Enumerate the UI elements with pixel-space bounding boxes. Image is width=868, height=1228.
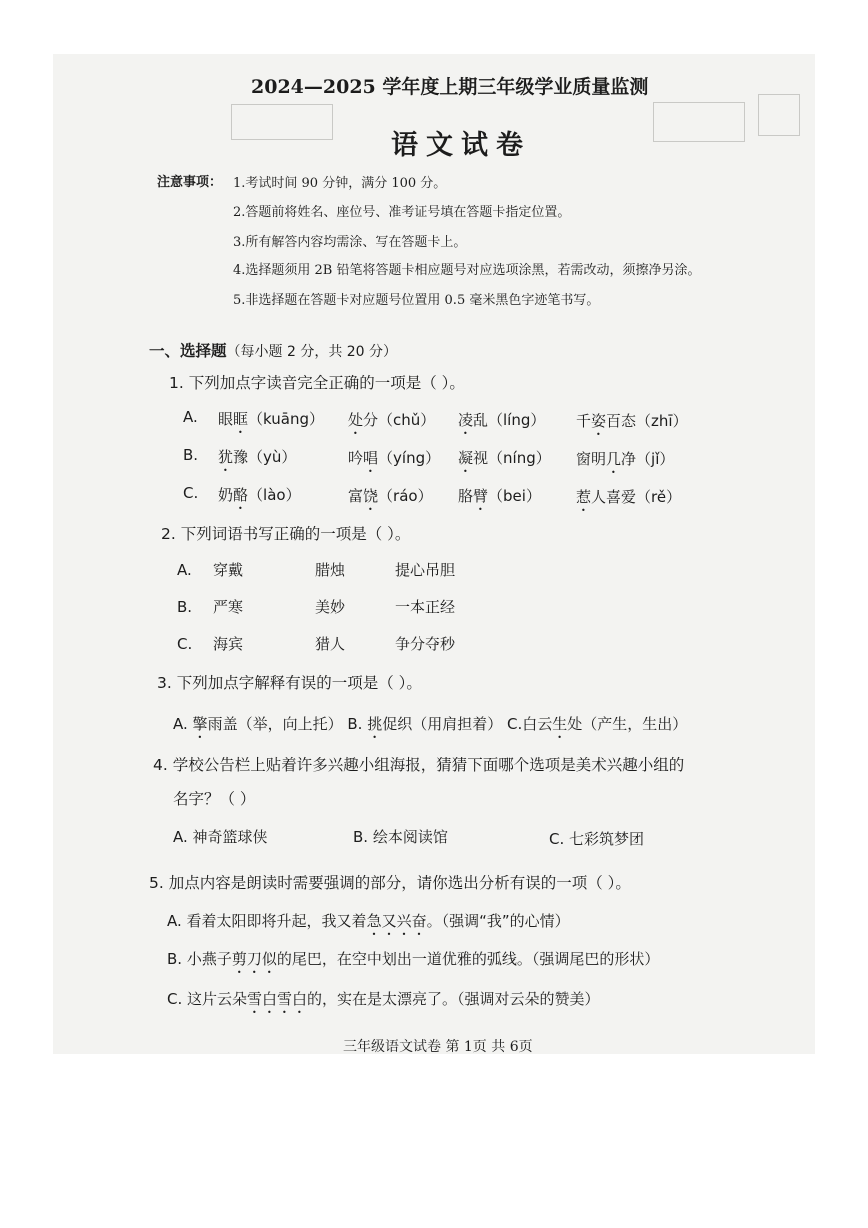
dotted-char: 唱 [363, 448, 379, 467]
dotted-char: 姿 [591, 411, 607, 430]
q5-option-label: C. [167, 990, 188, 1008]
q5-option-label: A. [167, 912, 187, 930]
q3-option-b-label: B. [347, 715, 363, 733]
q2-option-word: 提心吊胆 [395, 561, 456, 579]
bleed-box [231, 104, 333, 140]
question-2-stem: 2. 下列词语书写正确的一项是（ ）。 [161, 525, 411, 543]
word-prefix: 眼 [218, 410, 234, 428]
word-suffix-pinyin: 视（níng） [473, 449, 551, 468]
q1-option-item [576, 488, 681, 515]
q1-option-item [218, 410, 324, 437]
q3-option-c-pre: 白云 [522, 715, 553, 733]
dotted-char: 凝 [458, 449, 474, 468]
q2-option-word: 争分夺秒 [395, 635, 456, 653]
question-4-option-b [353, 830, 448, 845]
word-prefix: 富 [348, 486, 364, 505]
bleed-box [758, 94, 800, 136]
word-suffix-pinyin: （yíng） [378, 448, 441, 467]
q5-option-dotted: 急又兴奋 [366, 912, 427, 930]
word-suffix-pinyin: 人喜爱（rě） [591, 487, 682, 506]
dotted-char: 惹 [576, 487, 592, 506]
q3-option-a-dotted: 擎 [192, 715, 208, 733]
q1-option-label: B. [183, 446, 199, 464]
q2-option-word: 海宾 [213, 635, 244, 653]
word-prefix: 奶 [218, 486, 234, 504]
q3-option-a-rest: 雨盖（举，向上托） [207, 715, 343, 733]
dotted-char: 犹 [218, 448, 234, 466]
q2-option-word: 穿戴 [213, 561, 244, 579]
notice-item: 2.答题前将姓名、座位号、准考证号填在答题卡指定位置。 [233, 205, 571, 220]
bleed-box [653, 102, 745, 142]
q1-option-item [458, 449, 551, 476]
question-5-stem: 5. 加点内容是朗读时需要强调的部分，请你选出分析有误的一项（ ）。 [149, 874, 631, 892]
q2-option-word: 猎人 [315, 635, 346, 653]
notice-label: 注意事项： [157, 175, 223, 190]
q2-option-label: C. [177, 635, 193, 653]
q2-option-label: B. [177, 598, 193, 616]
q1-option-item [458, 487, 541, 514]
q5-option-pre: 看着太阳即将升起，我又着 [186, 912, 367, 930]
q3-option-a-label: A. [173, 715, 188, 733]
exam-title: 2024—2025 学年度上期三年级学业质量监测 [251, 76, 649, 98]
q3-option-c-label: C. [507, 715, 523, 733]
dotted-char: 处 [348, 410, 364, 429]
q2-option-word: 美妙 [315, 598, 346, 616]
word-suffix-pinyin: （kuāng） [248, 410, 324, 428]
q5-option-dotted: 雪白雪白 [247, 990, 308, 1008]
question-1-stem: 1. 下列加点字读音完全正确的一项是（ ）。 [169, 374, 465, 392]
section-title-text: 一、选择题 [149, 342, 227, 360]
q2-option-word: 一本正经 [395, 598, 456, 616]
q1-option-label: C. [183, 484, 199, 502]
exam-photo [53, 54, 815, 1054]
dotted-char: 几 [606, 449, 622, 468]
q5-option [167, 912, 570, 939]
q4-option-c-text: 七彩筑梦团 [569, 830, 645, 848]
q4-option-b-text: 绘本阅读馆 [372, 828, 448, 846]
q5-option-post: 的尾巴，在空中划出一道优雅的弧线。（强调尾巴的形状） [276, 950, 660, 968]
section-score-note: （每小题 2 分，共 20 分） [226, 344, 398, 360]
q2-option-label: A. [177, 561, 192, 579]
paper-title: 语文试卷 [391, 130, 531, 161]
word-prefix: 窗明 [576, 449, 607, 468]
q1-option-item [348, 449, 440, 476]
q5-option-dotted: 剪刀似 [231, 950, 277, 968]
q2-option-word: 腊烛 [315, 561, 346, 579]
q1-option-item [218, 486, 301, 513]
word-suffix-pinyin: 净（jǐ） [621, 449, 675, 468]
word-suffix-pinyin: 分（chǔ） [363, 410, 436, 429]
q1-option-item [458, 411, 545, 438]
word-prefix: 千 [576, 411, 592, 430]
q3-option-b-dotted: 挑 [367, 715, 383, 733]
notice-item: 3.所有解答内容均需涂、写在答题卡上。 [233, 235, 467, 250]
q2-option-word: 严寒 [213, 598, 244, 616]
word-suffix-pinyin: （ráo） [378, 486, 433, 505]
dotted-char: 凌 [458, 411, 474, 430]
question-4-stem-line2: 名字？（ ） [173, 790, 256, 808]
q4-option-b-label: B. [353, 828, 369, 846]
q1-option-item [576, 450, 674, 477]
q3-option-c-dotted: 生 [552, 715, 568, 733]
q1-option-item [348, 487, 433, 514]
dotted-char: 臂 [473, 487, 489, 506]
page-footer: 三年级语文试卷 第 1页 共 6页 [343, 1039, 533, 1054]
word-suffix-pinyin: （lào） [248, 486, 301, 504]
word-suffix-pinyin: 豫（yù） [233, 448, 297, 466]
q5-option-pre: 这片云朵 [187, 990, 248, 1008]
q5-option-label: B. [167, 950, 187, 968]
question-4-stem-line1: 4. 学校公告栏上贴着许多兴趣小组海报，猜猜下面哪个选项是美术兴趣小组的 [153, 756, 685, 774]
q4-option-a-label: A. [173, 828, 188, 846]
dotted-char: 酪 [233, 486, 249, 504]
dotted-char: 饶 [363, 486, 379, 505]
q1-option-label: A. [183, 408, 198, 426]
notice-item: 4.选择题须用 2B 铅笔将答题卡相应题号对应选项涂黑，若需改动，须擦净另涂。 [233, 263, 701, 278]
q1-option-item [218, 448, 296, 475]
question-3-options [173, 715, 687, 742]
q4-option-a-text: 神奇篮球侠 [192, 828, 268, 846]
section-title [149, 344, 397, 360]
notice-item: 5.非选择题在答题卡对应题号位置用 0.5 毫米黑色字迹笔书写。 [233, 293, 600, 308]
word-prefix: 胳 [458, 487, 474, 506]
q5-option-post: 的，实在是太漂亮了。（强调对云朵的赞美） [307, 990, 600, 1008]
word-prefix: 吟 [348, 448, 364, 467]
q3-option-b-rest: 促织（用肩担着） [382, 715, 503, 733]
q5-option [167, 990, 600, 1017]
question-3-stem: 3. 下列加点字解释有误的一项是（ ）。 [157, 674, 422, 692]
q3-option-c-rest: 处（产生，生出） [567, 715, 688, 733]
question-4-option-a [173, 830, 268, 845]
q1-option-item [576, 412, 688, 439]
q5-option-pre: 小燕子 [186, 950, 232, 968]
word-suffix-pinyin: 百态（zhī） [606, 411, 688, 430]
dotted-char: 眶 [233, 410, 249, 428]
word-suffix-pinyin: 乱（líng） [473, 411, 546, 430]
q5-option [167, 950, 659, 977]
q5-option-post: 。（强调“我”的心情） [426, 912, 570, 930]
q4-option-c-label: C. [549, 830, 565, 848]
notice-item: 1.考试时间 90 分钟，满分 100 分。 [233, 176, 447, 191]
q1-option-item [348, 411, 435, 438]
question-4-option-c [549, 832, 644, 847]
word-suffix-pinyin: （bei） [488, 487, 541, 506]
